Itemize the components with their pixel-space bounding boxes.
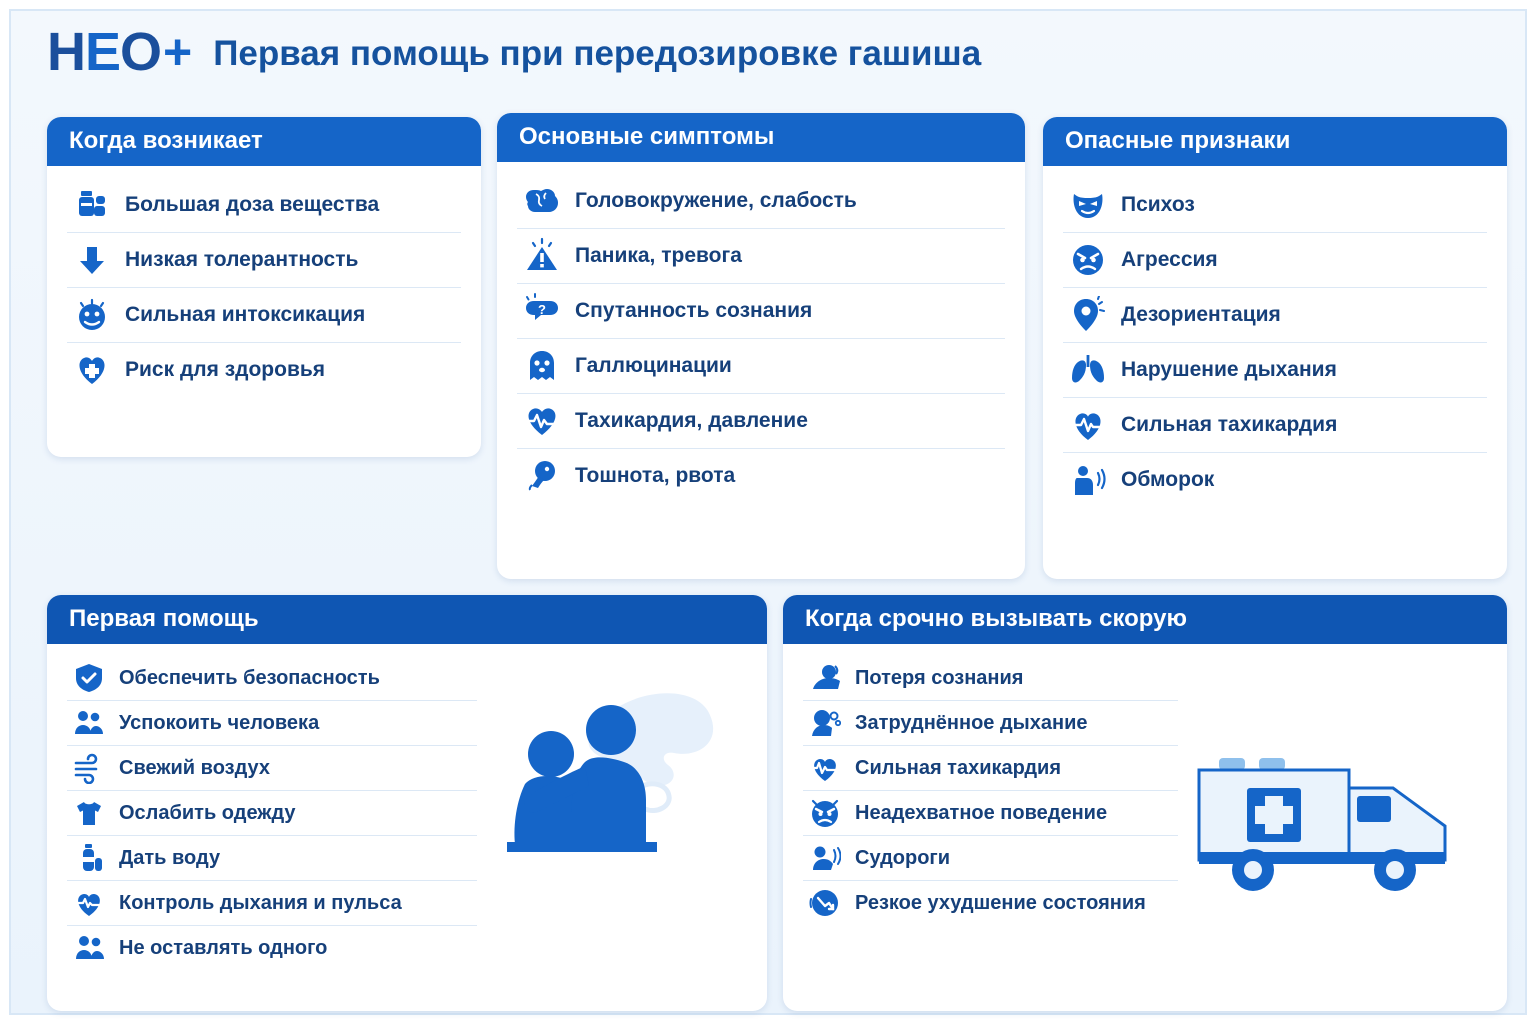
list-item-label: Тошнота, рвота <box>575 463 736 487</box>
card-main-symptoms <box>497 113 1025 579</box>
brand-logo <box>47 22 192 82</box>
list-item-label: Дать воду <box>119 846 221 869</box>
location-confusion-icon <box>1067 294 1109 336</box>
bottle-pills-icon <box>71 184 113 226</box>
list-item <box>1063 343 1487 398</box>
list-item-label: Психоз <box>1121 192 1195 216</box>
list-item <box>803 836 1178 881</box>
list-item-label: Риск для здоровья <box>125 357 326 381</box>
list-item-label: Обморок <box>1121 467 1215 491</box>
thought-question-icon <box>521 290 563 332</box>
page-title: Первая помощь при передозировке гашиша <box>213 34 982 73</box>
dizzy-face-icon <box>71 294 113 336</box>
list-item-label: Ослабить одежду <box>119 801 296 824</box>
list-item <box>517 229 1005 284</box>
list-item-label: Судороги <box>855 846 951 869</box>
angry-face-icon <box>807 795 843 831</box>
lungs-icon <box>1067 349 1109 391</box>
list-item <box>1063 453 1487 507</box>
card-first-aid-body <box>47 644 767 984</box>
list-item <box>1063 178 1487 233</box>
card-when-occurs <box>47 117 481 457</box>
list-item <box>517 339 1005 394</box>
list-item <box>1063 233 1487 288</box>
two-people-icon <box>71 705 107 741</box>
list-item-label: Дезориентация <box>1121 302 1281 326</box>
list-item-label: Резкое ухудшение состояния <box>855 891 1146 914</box>
list-item-label: Сильная тахикардия <box>855 756 1062 779</box>
card-when-occurs-body <box>47 166 481 411</box>
list-item-label: Потеря сознания <box>855 666 1024 689</box>
logo-letter-n: H <box>47 22 85 82</box>
list-item <box>803 701 1178 746</box>
card-danger-signs-body <box>1043 166 1507 521</box>
decline-circle-icon <box>807 885 843 921</box>
list-item-label: Сильная тахикардия <box>1121 412 1338 436</box>
emergency-list <box>803 656 1178 925</box>
list-item-label: Агрессия <box>1121 247 1218 271</box>
down-arrow-icon <box>71 239 113 281</box>
shield-check-icon <box>71 660 107 696</box>
list-item <box>517 284 1005 339</box>
wind-icon <box>71 750 107 786</box>
heart-pulse-icon <box>521 400 563 442</box>
list-item <box>67 233 461 288</box>
list-item <box>67 926 477 970</box>
list-item-label: Контроль дыхания и пульса <box>119 891 402 914</box>
card-first-aid-title: Первая помощь <box>47 595 767 644</box>
list-item-label: Неадехватное поведение <box>855 801 1108 824</box>
list-item-label: Успокоить человека <box>119 711 320 734</box>
heart-pulse-icon <box>807 750 843 786</box>
list-item <box>67 288 461 343</box>
list-item-label: Затруднённое дыхание <box>855 711 1088 734</box>
list-item <box>803 746 1178 791</box>
ghost-icon <box>521 345 563 387</box>
list-item-label: Сильная интоксикация <box>125 302 366 326</box>
list-item <box>67 791 477 836</box>
card-when-occurs-title: Когда возникает <box>47 117 481 166</box>
card-danger-signs <box>1043 117 1507 579</box>
breathing-difficulty-icon <box>807 705 843 741</box>
seizure-person-icon <box>807 840 843 876</box>
brain-icon <box>521 180 563 222</box>
header <box>9 9 1527 87</box>
vomit-icon <box>521 455 563 497</box>
list-item <box>1063 398 1487 453</box>
tshirt-icon <box>71 795 107 831</box>
list-item <box>67 701 477 746</box>
logo-plus-icon: + <box>163 24 192 80</box>
list-item-label: Большая доза вещества <box>125 192 380 216</box>
list-item-label: Головокружение, слабость <box>575 188 857 212</box>
card-danger-signs-title: Опасные признаки <box>1043 117 1507 166</box>
list-item <box>803 791 1178 836</box>
list-item-label: Обеспечить безопасность <box>119 666 380 689</box>
heart-pulse-shield-icon <box>1067 404 1109 446</box>
list-item <box>67 836 477 881</box>
water-bottle-icon <box>71 840 107 876</box>
logo-letter-o: O <box>120 22 162 82</box>
list-item-label: Спутанность сознания <box>575 298 813 322</box>
list-item <box>517 394 1005 449</box>
svg-text:?: ? <box>538 302 546 317</box>
list-item <box>67 178 461 233</box>
card-main-symptoms-title: Основные симптомы <box>497 113 1025 162</box>
card-emergency-call <box>783 595 1507 1011</box>
list-item-label: Паника, тревога <box>575 243 742 267</box>
fainting-person-icon <box>1067 459 1109 501</box>
list-item <box>1063 288 1487 343</box>
list-item <box>67 343 461 397</box>
list-item-label: Низкая толерантность <box>125 247 359 271</box>
angry-face-icon <box>1067 239 1109 281</box>
list-item <box>67 746 477 791</box>
list-item <box>803 881 1178 925</box>
two-people-icon <box>71 930 107 966</box>
list-item <box>67 656 477 701</box>
ambulance-illustration <box>1189 740 1489 925</box>
list-item-label: Не оставлять одного <box>119 936 328 959</box>
logo-letter-e: E <box>85 22 121 82</box>
card-first-aid <box>47 595 767 1011</box>
warning-triangle-icon <box>521 235 563 277</box>
list-item-label: Нарушение дыхания <box>1121 357 1337 381</box>
people-supporting-illustration <box>489 668 739 903</box>
first-aid-list <box>67 656 477 970</box>
list-item-label: Тахикардия, давление <box>575 408 808 432</box>
list-item <box>67 881 477 926</box>
list-item <box>517 174 1005 229</box>
list-item <box>803 656 1178 701</box>
heart-monitor-icon <box>71 885 107 921</box>
heart-cross-icon <box>71 349 113 391</box>
angry-mask-icon <box>1067 184 1109 226</box>
unconscious-person-icon <box>807 660 843 696</box>
list-item-label: Свежий воздух <box>119 756 271 779</box>
card-main-symptoms-body <box>497 162 1025 517</box>
card-emergency-call-body <box>783 644 1507 939</box>
card-emergency-call-title: Когда срочно вызывать скорую <box>783 595 1507 644</box>
list-item <box>517 449 1005 503</box>
list-item-label: Галлюцинации <box>575 353 732 377</box>
